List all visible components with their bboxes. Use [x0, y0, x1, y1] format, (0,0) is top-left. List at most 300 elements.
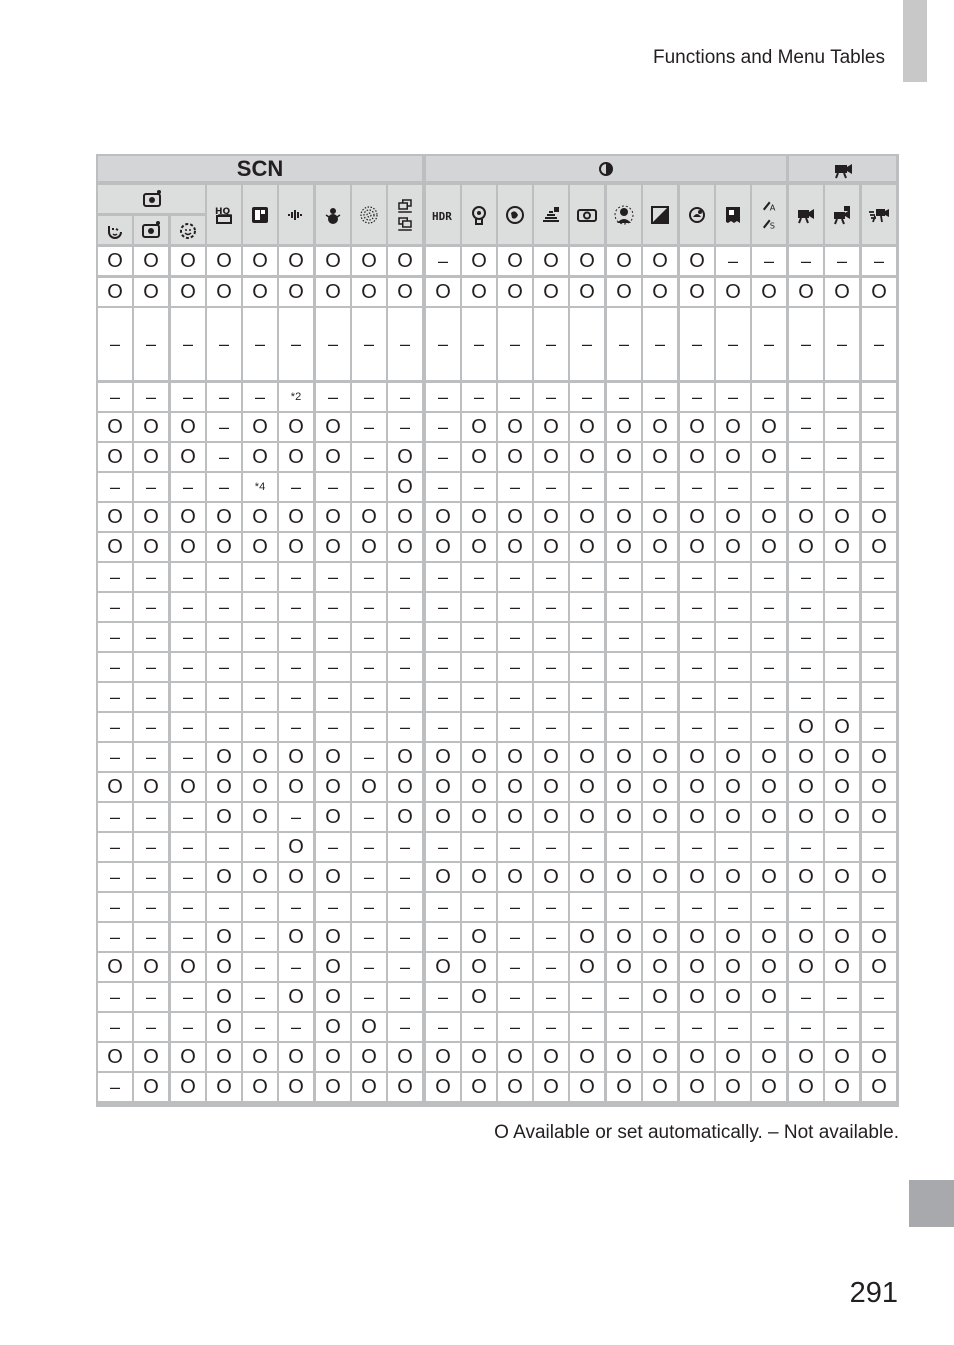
table-cell: –	[716, 713, 750, 741]
table-cell: –	[716, 683, 750, 711]
table-cell: –	[98, 593, 132, 621]
table-cell: O	[570, 278, 604, 306]
table-cell: –	[352, 743, 386, 771]
table-cell: O	[607, 1043, 641, 1071]
table-cell: –	[825, 443, 859, 471]
table-cell: O	[243, 247, 277, 275]
table-cell: –	[134, 803, 168, 831]
table-cell: O	[534, 533, 568, 561]
table-cell: O	[171, 247, 205, 275]
table-cell: O	[243, 443, 277, 471]
table-cell: –	[789, 443, 823, 471]
table-cell: O	[98, 413, 132, 441]
table-cell: O	[534, 443, 568, 471]
table-cell: –	[752, 1013, 786, 1041]
table-cell: –	[207, 413, 241, 441]
table-cell: O	[316, 413, 350, 441]
table-cell: O	[207, 923, 241, 951]
table-cell: –	[607, 653, 641, 681]
table-cell: O	[643, 743, 677, 771]
table-cell: O	[388, 533, 422, 561]
table-cell: –	[607, 1013, 641, 1041]
table-cell: –	[98, 308, 132, 380]
table-cell: –	[534, 383, 568, 411]
table-cell: –	[862, 563, 896, 591]
table-cell: O	[789, 743, 823, 771]
table-cell: O	[462, 247, 496, 275]
table-cell: O	[426, 953, 460, 981]
table-cell: –	[789, 623, 823, 651]
table-cell: –	[862, 247, 896, 275]
table-cell: –	[243, 983, 277, 1011]
wink-self-timer-icon	[103, 218, 127, 242]
table-cell: O	[462, 953, 496, 981]
table-cell: O	[534, 1043, 568, 1071]
table-cell: O	[716, 1073, 750, 1101]
table-cell: –	[279, 953, 313, 981]
table-cell: O	[316, 773, 350, 801]
table-cell: –	[570, 623, 604, 651]
table-cell: –	[789, 563, 823, 591]
table-cell: O	[316, 953, 350, 981]
table-cell: O	[279, 833, 313, 861]
table-cell: O	[607, 863, 641, 891]
table-cell: O	[643, 278, 677, 306]
table-cell: O	[279, 443, 313, 471]
table-cell: O	[643, 503, 677, 531]
table-cell: –	[134, 863, 168, 891]
table-cell: –	[643, 473, 677, 501]
table-cell: –	[607, 833, 641, 861]
table-cell: –	[171, 713, 205, 741]
table-cell: –	[426, 443, 460, 471]
table-cell: –	[98, 1013, 132, 1041]
table-cell: –	[98, 653, 132, 681]
table-cell: –	[98, 833, 132, 861]
table-cell: O	[862, 923, 896, 951]
table-cell: –	[534, 893, 568, 921]
table-cell: O	[352, 533, 386, 561]
color-swap-icon	[759, 215, 779, 233]
table-cell: O	[279, 247, 313, 275]
iframe-movie-icon	[830, 203, 854, 227]
table-cell: –	[352, 923, 386, 951]
table-cell: –	[607, 683, 641, 711]
table-cell: O	[352, 278, 386, 306]
table-cell: –	[134, 833, 168, 861]
face-self-timer-2-icon	[176, 218, 200, 242]
table-cell: O	[825, 803, 859, 831]
table-cell: –	[570, 713, 604, 741]
table-cell: –	[716, 563, 750, 591]
group-header-movie	[789, 156, 896, 181]
table-cell: –	[825, 653, 859, 681]
column-header	[570, 185, 604, 244]
table-cell: –	[643, 383, 677, 411]
table-cell: –	[789, 893, 823, 921]
table-cell: –	[680, 1013, 714, 1041]
column-header	[789, 185, 823, 244]
table-cell: –	[388, 713, 422, 741]
high-speed-burst-icon	[212, 203, 236, 227]
table-cell: O	[134, 953, 168, 981]
table-cell: –	[607, 593, 641, 621]
table-cell: O	[825, 743, 859, 771]
table-cell: –	[98, 1073, 132, 1101]
table-cell: O	[534, 413, 568, 441]
table-cell: –	[134, 923, 168, 951]
table-cell: O	[207, 1073, 241, 1101]
table-cell: –	[825, 247, 859, 275]
table-cell: –	[862, 983, 896, 1011]
table-cell: –	[680, 473, 714, 501]
table-cell: O	[98, 773, 132, 801]
table-cell: –	[825, 593, 859, 621]
table-cell: –	[134, 473, 168, 501]
table-cell: O	[171, 1043, 205, 1071]
table-cell: –	[316, 683, 350, 711]
table-cell: –	[862, 413, 896, 441]
table-cell: O	[498, 1073, 532, 1101]
table-cell: O	[607, 533, 641, 561]
table-cell: –	[316, 653, 350, 681]
table-cell: –	[825, 623, 859, 651]
table-cell: O	[862, 533, 896, 561]
fireworks-icon	[357, 203, 381, 227]
table-cell: –	[534, 1013, 568, 1041]
table-cell: –	[462, 473, 496, 501]
group-header-scn: SCN	[98, 156, 422, 181]
table-cell: O	[716, 413, 750, 441]
table-cell: O	[789, 923, 823, 951]
table-cell: O	[279, 533, 313, 561]
column-header	[171, 216, 205, 244]
table-cell: –	[426, 683, 460, 711]
table-cell: O	[388, 443, 422, 471]
table-cell: –	[171, 623, 205, 651]
table-cell: O	[716, 533, 750, 561]
table-cell: O	[680, 953, 714, 981]
table-cell: O	[98, 278, 132, 306]
table-cell: O	[570, 1073, 604, 1101]
table-cell: –	[388, 953, 422, 981]
table-cell: –	[171, 473, 205, 501]
table-cell: O	[789, 953, 823, 981]
table-cell: O	[243, 413, 277, 441]
table-cell: O	[607, 1073, 641, 1101]
table-cell: O	[462, 803, 496, 831]
table-cell: O	[862, 1073, 896, 1101]
table-cell: O	[716, 1043, 750, 1071]
table-cell: O	[352, 247, 386, 275]
table-cell: O	[825, 1043, 859, 1071]
table-cell: O	[716, 773, 750, 801]
table-cell: –	[607, 383, 641, 411]
table-cell: O	[752, 743, 786, 771]
table-cell: O	[279, 278, 313, 306]
table-cell: O	[98, 247, 132, 275]
table-cell: O	[680, 743, 714, 771]
snow-icon	[321, 203, 345, 227]
table-cell: –	[680, 623, 714, 651]
table-cell: O	[862, 503, 896, 531]
table-cell: –	[607, 563, 641, 591]
table-cell: –	[680, 308, 714, 380]
table-cell: O	[134, 1043, 168, 1071]
table-cell: –	[534, 623, 568, 651]
table-cell: –	[388, 413, 422, 441]
table-cell: O	[462, 413, 496, 441]
table-cell: –	[171, 683, 205, 711]
table-cell: –	[98, 893, 132, 921]
table-cell: O	[426, 863, 460, 891]
table-cell: O	[789, 533, 823, 561]
table-cell: –	[716, 893, 750, 921]
table-cell: –	[352, 683, 386, 711]
table-cell: O	[570, 743, 604, 771]
table-cell: O	[134, 443, 168, 471]
table-cell: O	[680, 533, 714, 561]
table-cell: O	[462, 1073, 496, 1101]
table-cell: O	[607, 503, 641, 531]
table-cell: –	[607, 713, 641, 741]
table-cell: –	[207, 713, 241, 741]
table-cell: –	[279, 713, 313, 741]
table-cell: O	[134, 278, 168, 306]
table-cell: –	[243, 308, 277, 380]
table-cell: –	[862, 713, 896, 741]
table-cell: O	[680, 247, 714, 275]
table-cell: *4	[243, 473, 277, 501]
table-cell: O	[279, 1073, 313, 1101]
page-number: 291	[849, 1277, 898, 1309]
table-cell: O	[716, 743, 750, 771]
table-cell: –	[498, 1013, 532, 1041]
table-cell: O	[534, 278, 568, 306]
table-cell: –	[134, 593, 168, 621]
table-cell: –	[352, 863, 386, 891]
column-header	[243, 185, 277, 244]
table-cell: –	[607, 623, 641, 651]
table-cell: –	[498, 593, 532, 621]
table-cell: O	[825, 863, 859, 891]
table-cell: –	[534, 833, 568, 861]
table-cell: –	[207, 593, 241, 621]
table-cell: –	[752, 623, 786, 651]
table-cell: –	[98, 863, 132, 891]
table-cell: –	[534, 563, 568, 591]
table-cell: –	[498, 653, 532, 681]
table-cell: –	[789, 247, 823, 275]
table-cell: –	[98, 803, 132, 831]
table-cell: O	[825, 1073, 859, 1101]
table-cell: –	[98, 563, 132, 591]
table-cell: –	[207, 653, 241, 681]
table-cell: O	[570, 247, 604, 275]
table-cell: –	[498, 923, 532, 951]
table-cell: –	[498, 953, 532, 981]
table-cell: O	[207, 1043, 241, 1071]
table-cell: –	[825, 413, 859, 441]
table-cell: –	[134, 713, 168, 741]
table-cell: –	[825, 383, 859, 411]
table-cell: –	[388, 983, 422, 1011]
table-cell: –	[789, 983, 823, 1011]
table-cell: –	[243, 563, 277, 591]
table-cell: O	[279, 923, 313, 951]
table-cell: O	[862, 1043, 896, 1071]
table-cell: O	[316, 983, 350, 1011]
table-cell: O	[98, 953, 132, 981]
fish-eye-icon	[503, 203, 527, 227]
column-header	[316, 185, 350, 244]
standard-movie-icon	[794, 203, 818, 227]
table-cell: –	[171, 863, 205, 891]
table-cell: –	[388, 563, 422, 591]
table-cell: O	[171, 1073, 205, 1101]
table-cell: O	[316, 923, 350, 951]
table-cell: O	[607, 278, 641, 306]
table-cell: –	[462, 623, 496, 651]
table-cell: O	[207, 247, 241, 275]
table-cell: O	[643, 443, 677, 471]
table-cell: O	[134, 533, 168, 561]
table-cell: –	[352, 473, 386, 501]
table-cell: O	[352, 773, 386, 801]
table-cell: –	[862, 893, 896, 921]
table-cell: O	[607, 743, 641, 771]
table-cell: O	[388, 278, 422, 306]
table-cell: O	[279, 983, 313, 1011]
table-cell: –	[171, 803, 205, 831]
table-cell: O	[316, 533, 350, 561]
table-cell: –	[171, 833, 205, 861]
table-cell: O	[534, 503, 568, 531]
table-cell: O	[426, 278, 460, 306]
table-cell: –	[498, 383, 532, 411]
table-cell: O	[316, 863, 350, 891]
table-cell: –	[171, 983, 205, 1011]
table-cell: –	[316, 623, 350, 651]
table-cell: O	[680, 1043, 714, 1071]
table-cell: O	[643, 773, 677, 801]
table-cell: –	[207, 893, 241, 921]
table-cell: O	[498, 247, 532, 275]
table-cell: –	[279, 803, 313, 831]
table-cell: O	[352, 1043, 386, 1071]
column-header	[607, 185, 641, 244]
table-cell: –	[534, 953, 568, 981]
table-cell: O	[171, 413, 205, 441]
column-header	[388, 185, 422, 244]
table-cell: O	[680, 503, 714, 531]
table-cell: O	[207, 743, 241, 771]
table-cell: O	[462, 773, 496, 801]
table-cell: O	[462, 443, 496, 471]
table-cell: –	[207, 308, 241, 380]
table-cell: –	[243, 953, 277, 981]
table-cell: O	[534, 743, 568, 771]
table-cell: –	[789, 833, 823, 861]
table-cell: –	[462, 383, 496, 411]
table-cell: –	[789, 1013, 823, 1041]
table-cell: –	[643, 713, 677, 741]
table-cell: O	[716, 863, 750, 891]
table-cell: O	[862, 803, 896, 831]
table-cell: –	[534, 653, 568, 681]
table-cell: O	[352, 1073, 386, 1101]
table-cell: O	[570, 1043, 604, 1071]
table-cell: –	[462, 713, 496, 741]
table-cell: –	[352, 953, 386, 981]
column-header	[426, 185, 460, 244]
table-cell: O	[462, 923, 496, 951]
table-cell: O	[243, 503, 277, 531]
table-cell: O	[171, 953, 205, 981]
group-header-creative-filters	[426, 156, 786, 181]
table-cell: O	[498, 743, 532, 771]
table-cell: –	[643, 653, 677, 681]
table-cell: –	[426, 563, 460, 591]
table-cell: O	[789, 278, 823, 306]
table-cell: O	[752, 1043, 786, 1071]
table-cell: –	[680, 563, 714, 591]
table-cell: *2	[279, 383, 313, 411]
table-cell: O	[279, 773, 313, 801]
table-cell: –	[498, 983, 532, 1011]
table-cell: O	[825, 773, 859, 801]
table-cell: –	[716, 833, 750, 861]
table-cell: –	[134, 563, 168, 591]
table-cell: –	[352, 383, 386, 411]
column-header	[716, 185, 750, 244]
table-cell: O	[643, 983, 677, 1011]
table-cell: O	[716, 803, 750, 831]
table-cell: O	[316, 1013, 350, 1041]
table-cell: O	[534, 863, 568, 891]
table-cell: –	[243, 713, 277, 741]
table-cell: –	[426, 833, 460, 861]
table-cell: O	[134, 773, 168, 801]
table-cell: –	[680, 593, 714, 621]
table-cell: O	[643, 533, 677, 561]
toy-camera-icon	[575, 203, 599, 227]
table-cell: –	[134, 653, 168, 681]
table-cell: –	[498, 833, 532, 861]
table-cell: –	[825, 833, 859, 861]
svg-text:S: S	[769, 220, 775, 230]
table-cell: O	[243, 773, 277, 801]
table-cell: –	[862, 623, 896, 651]
table-cell: O	[207, 503, 241, 531]
table-cell: –	[388, 653, 422, 681]
table-cell: –	[498, 563, 532, 591]
table-cell: O	[570, 803, 604, 831]
table-cell: O	[352, 1013, 386, 1041]
table-cell: O	[279, 413, 313, 441]
color-accent-icon	[759, 197, 779, 215]
table-cell: –	[862, 653, 896, 681]
table-cell: –	[171, 653, 205, 681]
table-cell: O	[534, 803, 568, 831]
table-cell: O	[279, 503, 313, 531]
table-cell: –	[207, 683, 241, 711]
table-cell: O	[243, 533, 277, 561]
table-cell: –	[789, 593, 823, 621]
column-header	[534, 185, 568, 244]
hdr-icon	[431, 203, 455, 227]
table-cell: –	[279, 308, 313, 380]
